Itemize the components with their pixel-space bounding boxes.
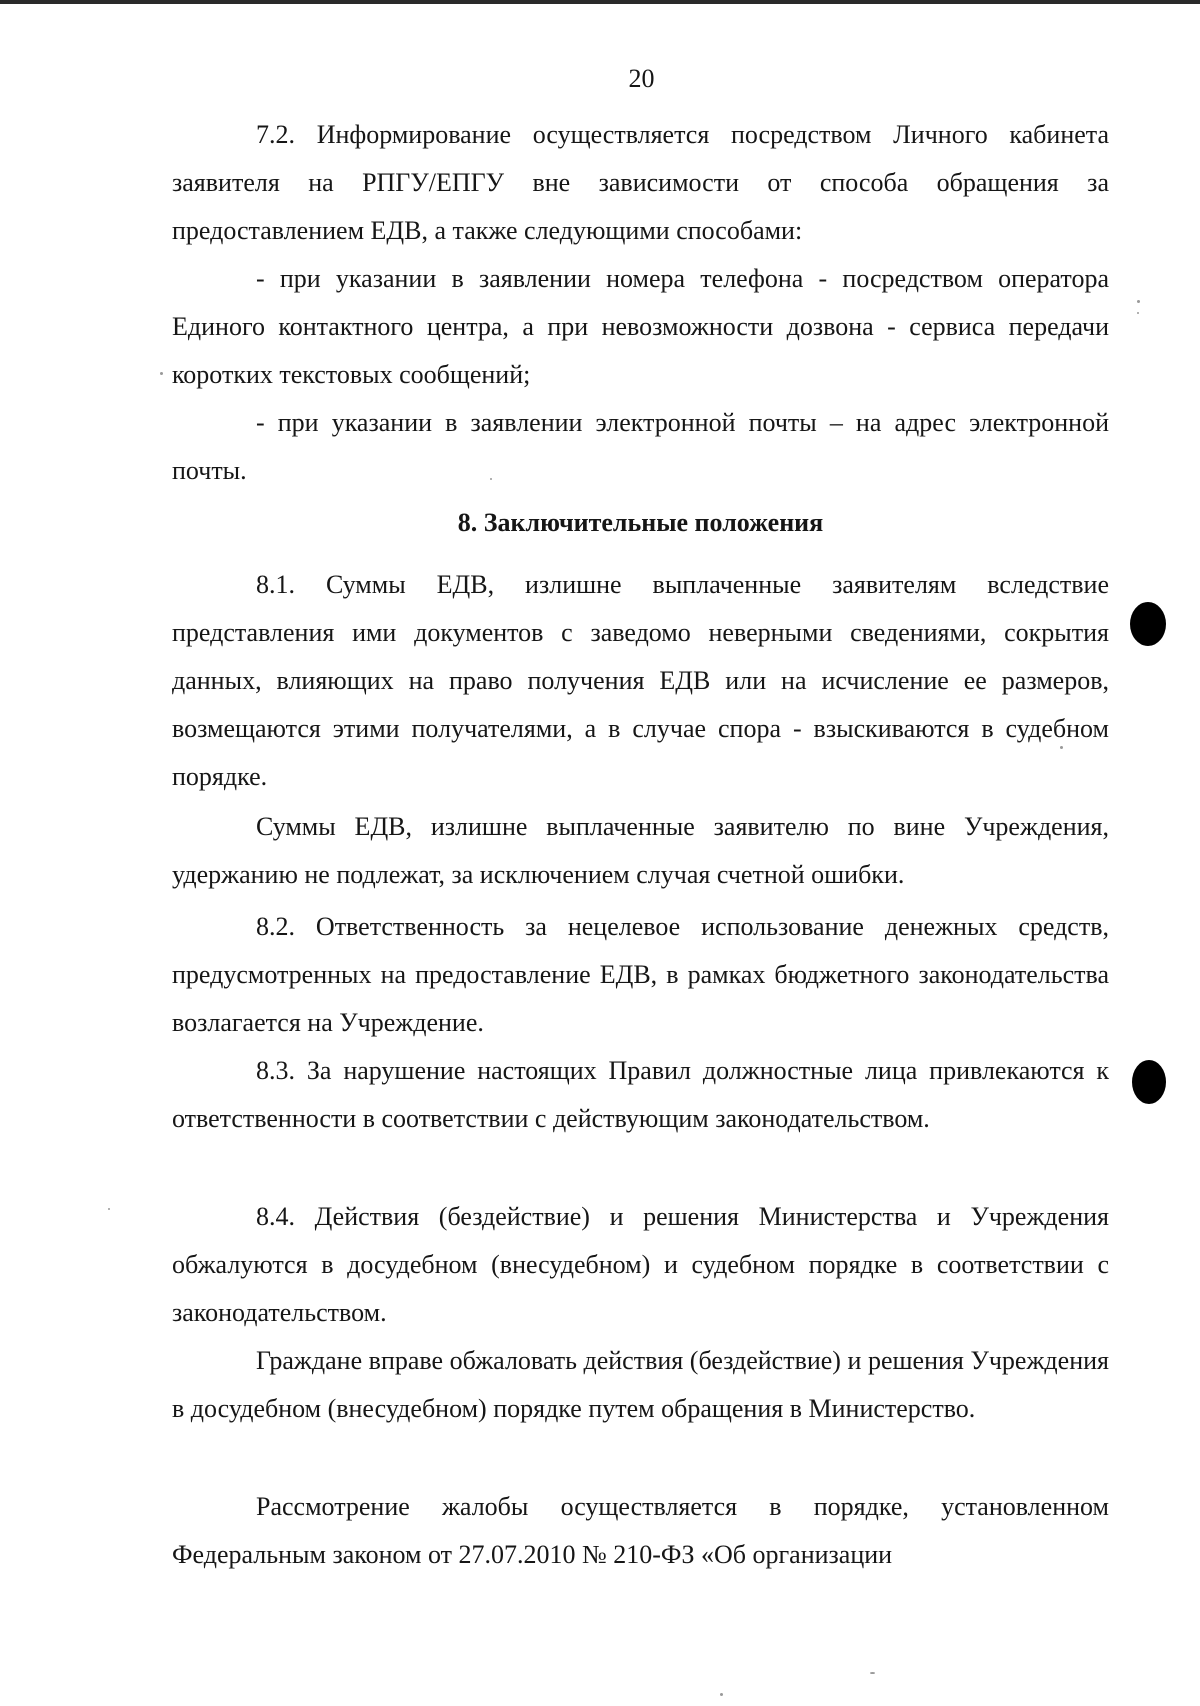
scan-speck	[870, 1672, 875, 1674]
scan-speck	[1137, 300, 1140, 303]
scan-speck	[490, 478, 492, 480]
binder-hole-bottom	[1132, 1060, 1166, 1104]
paragraph-8-3: 8.3. За нарушение настоящих Правил должностные лица привлекаются к ответственности в соответствии с действующим законодательством.	[172, 1056, 1109, 1133]
page-number: 20	[628, 64, 655, 93]
scan-speck	[1137, 312, 1139, 314]
paragraph-8-1-second: Суммы ЕДВ, излишне выплаченные заявителю по вине Учреждения, удержанию не подлежат, за исключением случая счетной ошибки.	[172, 812, 1109, 889]
paragraph-8-4-complaint: Рассмотрение жалобы осуществляется в порядке, установленном Федеральным законом от 27.07.2010 № 210-ФЗ «Об организации	[172, 1492, 1109, 1569]
scan-speck	[160, 372, 163, 375]
paragraph-7-2-email: - при указании в заявлении электронной почты – на адрес электронной почты.	[172, 408, 1109, 485]
scan-top-edge	[0, 0, 1200, 4]
paragraph-8-2: 8.2. Ответственность за нецелевое использование денежных средств, предусмотренных на предоставление ЕДВ, в рамках бюджетного законодательства возлагается на Учреждение.	[172, 912, 1109, 1037]
paragraph-8-4: 8.4. Действия (бездействие) и решения Министерства и Учреждения обжалуются в досудебном (внесудебном) и судебном порядке в соответствии с законодательством.	[172, 1202, 1109, 1327]
paragraph-8-1: 8.1. Суммы ЕДВ, излишне выплаченные заявителям вследствие представления ими документов с заведомо неверными сведениями, сокрытия данных, влияющих на право получения ЕДВ или на исчисление ее размеров, возмещаются этими получателями, а в случае спора - взыскиваются в судебном порядке.	[172, 570, 1109, 791]
paragraph-8-4-appeal: Граждане вправе обжаловать действия (бездействие) и решения Учреждения в досудебном (внесудебном) порядке путем обращения в Министерство.	[172, 1346, 1109, 1423]
scan-speck	[720, 1693, 723, 1696]
paragraph-7-2-intro: 7.2. Информирование осуществляется посредством Личного кабинета заявителя на РПГУ/ЕПГУ вне зависимости от способа обращения за предоставлением ЕДВ, а также следующими способами:	[172, 120, 1109, 245]
section-8-heading: 8. Заключительные положения	[457, 508, 824, 537]
paragraph-7-2-phone: - при указании в заявлении номера телефона - посредством оператора Единого контактного центра, а при невозможности дозвона - сервиса передачи коротких текстовых сообщений;	[172, 264, 1109, 389]
scan-speck	[1060, 746, 1063, 749]
scan-speck	[108, 1208, 110, 1210]
binder-hole-top	[1130, 602, 1166, 646]
